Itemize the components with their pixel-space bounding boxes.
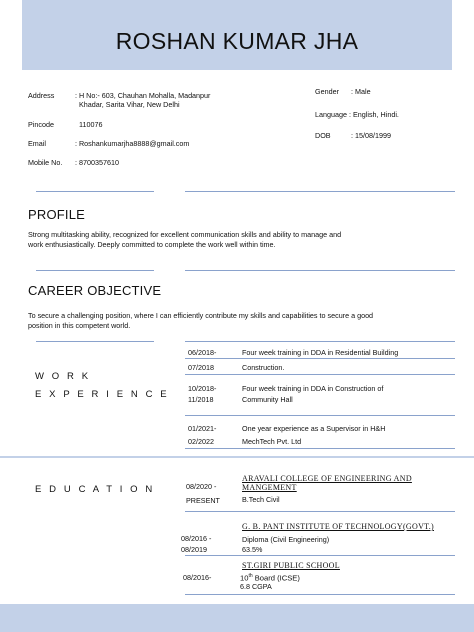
footer-band xyxy=(0,604,474,632)
gender-value: : Male xyxy=(351,87,371,96)
divider xyxy=(185,448,455,449)
edu-date-start: 08/2016 - xyxy=(181,534,212,543)
divider xyxy=(185,511,455,512)
work-desc: One year experience as a Supervisor in H&H xyxy=(242,424,386,433)
work-desc: Four week training in DDA in Construction of xyxy=(242,384,384,393)
profile-heading: PROFILE xyxy=(28,207,86,222)
mobile-value: : 8700357610 xyxy=(75,158,119,167)
edu-institution: G. B. PANT INSTITUTE OF TECHNOLOGY(GOVT.) xyxy=(242,522,434,531)
work-date-start: 10/2018- xyxy=(188,384,217,393)
work-date-start: 01/2021- xyxy=(188,424,217,433)
edu-score: 63.5% xyxy=(242,545,263,554)
divider xyxy=(185,270,455,271)
divider xyxy=(36,341,154,342)
work-heading-line1: W O R K xyxy=(35,371,91,382)
edu-institution: ARAVALI COLLEGE OF ENGINEERING AND xyxy=(242,474,412,483)
career-objective-heading: CAREER OBJECTIVE xyxy=(28,283,162,298)
work-date-end: 11/2018 xyxy=(188,395,214,404)
gender-label: Gender xyxy=(315,87,339,96)
pincode-value: 110076 xyxy=(79,120,103,129)
address-line2: Khadar, Sarita Vihar, New Delhi xyxy=(79,100,180,109)
edu-degree: 10th Board (ICSE) xyxy=(240,573,300,583)
divider xyxy=(185,191,455,192)
section-band xyxy=(0,456,474,458)
edu-score: 6.8 CGPA xyxy=(240,582,272,591)
pincode-label: Pincode xyxy=(28,120,54,129)
email-value: : Roshankumarjha8888@gmail.com xyxy=(75,139,190,148)
divider xyxy=(185,594,455,595)
address-label: Address xyxy=(28,91,55,100)
mobile-label: Mobile No. xyxy=(28,158,63,167)
divider xyxy=(185,341,455,342)
divider xyxy=(185,555,455,556)
work-desc: Construction. xyxy=(242,363,285,372)
edu-degree: Diploma (Civil Engineering) xyxy=(242,535,330,544)
candidate-name: ROSHAN KUMAR JHA xyxy=(115,28,359,54)
education-heading: E D U C A T I O N xyxy=(35,484,155,495)
language-text: Language : English, Hindi. xyxy=(315,110,399,119)
address-line1: : H No:- 603, Chauhan Mohalla, Madanpur xyxy=(75,91,211,100)
edu-institution: ST.GIRI PUBLIC SCHOOL xyxy=(242,561,340,570)
edu-date-start: 08/2020 - xyxy=(186,482,217,491)
dob-label: DOB xyxy=(315,131,331,140)
work-desc: Community Hall xyxy=(242,395,293,404)
work-heading-line2: E X P E R I E N C E xyxy=(35,389,170,400)
email-label: Email xyxy=(28,139,46,148)
edu-degree: B.Tech Civil xyxy=(242,495,280,504)
work-date-start: 06/2018- xyxy=(188,348,217,357)
edu-date-end: 08/2019 xyxy=(181,545,207,554)
work-date-end: 02/2022 xyxy=(188,437,214,446)
divider xyxy=(36,270,154,271)
dob-value: : 15/08/1999 xyxy=(351,131,391,140)
work-desc: Four week training in DDA in Residential Building xyxy=(242,348,399,357)
edu-institution: MANGEMENT xyxy=(242,483,297,492)
profile-text-line1: Strong multitasking ability, recognized for excellent communication skills and ability to manage and xyxy=(28,230,342,239)
divider xyxy=(185,374,455,375)
edu-date-start: 08/2016- xyxy=(183,573,212,582)
edu-date-end: PRESENT xyxy=(186,496,220,505)
divider xyxy=(36,191,154,192)
divider xyxy=(185,358,455,359)
work-date-end: 07/2018 xyxy=(188,363,214,372)
career-objective-line2: position in this competent world. xyxy=(28,321,131,330)
name-header xyxy=(22,0,452,70)
work-desc: MechTech Pvt. Ltd xyxy=(242,437,302,446)
divider xyxy=(185,415,455,416)
profile-text-line2: work enthusiastically. Deeply committed to complete the work well within time. xyxy=(28,240,276,249)
career-objective-line1: To secure a challenging position, where I can efficiently contribute my skills and capabilities to secure a good xyxy=(28,311,374,320)
